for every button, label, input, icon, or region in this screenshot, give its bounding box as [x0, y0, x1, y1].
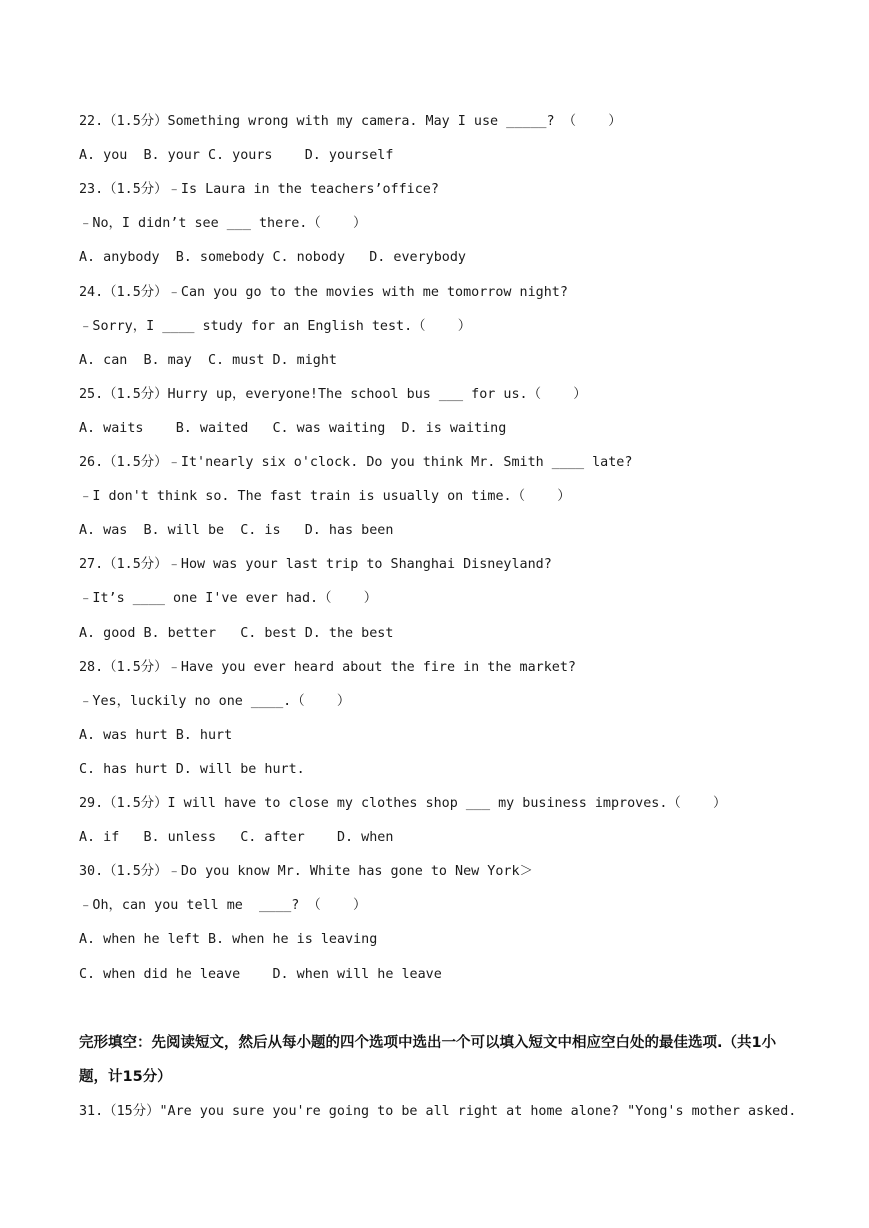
dialogue-line: ﹣I don't think so. The fast train is usually on time.（ ） — [79, 489, 571, 504]
cloze-question-31: 31.（15分）"Are you sure you're going to be all right at home alone? "Yong's mother asked. — [79, 1104, 797, 1119]
question-stem: 26.（1.5分）﹣It'nearly six o'clock. Do you think Mr. Smith ____ late? — [79, 455, 633, 470]
answer-options: A. if B. unless C. after D. when — [79, 830, 394, 845]
question-stem: 24.（1.5分）﹣Can you go to the movies with me tomorrow night? — [79, 285, 568, 300]
answer-options: A. when he left B. when he is leaving — [79, 932, 378, 947]
question-stem: 27.（1.5分）﹣How was your last trip to Shanghai Disneyland? — [79, 557, 552, 572]
question-stem: 29.（1.5分）I will have to close my clothes shop ___ my business improves.（ ） — [79, 796, 727, 811]
answer-options: A. was B. will be C. is D. has been — [79, 523, 394, 538]
answer-options: A. anybody B. somebody C. nobody D. everybody — [79, 250, 466, 265]
question-stem: 25.（1.5分）Hurry up，everyone!The school bus ___ for us.（ ） — [79, 387, 587, 402]
answer-options: A. waits B. waited C. was waiting D. is waiting — [79, 421, 507, 436]
answer-options: C. when did he leave D. when will he leave — [79, 967, 442, 982]
question-stem: 23.（1.5分）﹣Is Laura in the teachers’office? — [79, 182, 439, 197]
answer-options: A. you B. your C. yours D. yourself — [79, 148, 394, 163]
question-stem: 30.（1.5分）﹣Do you know Mr. White has gone to New York＞ — [79, 864, 533, 879]
cloze-section-heading: 完形填空：先阅读短文，然后从每小题的四个选项中选出一个可以填入短文中相应空白处的最佳选项.（共1小题，计15分） — [79, 1035, 777, 1085]
question-stem: 28.（1.5分）﹣Have you ever heard about the fire in the market? — [79, 660, 576, 675]
dialogue-line: ﹣Oh，can you tell me ____? （ ） — [79, 898, 367, 913]
dialogue-line: ﹣Yes，luckily no one ____.（ ） — [79, 694, 351, 709]
dialogue-line: ﹣It’s ____ one I've ever had.（ ） — [79, 591, 378, 606]
dialogue-line: ﹣Sorry，I ____ study for an English test.（ ） — [79, 319, 472, 334]
answer-options: A. good B. better C. best D. the best — [79, 626, 394, 641]
dialogue-line: ﹣No，I didn’t see ___ there.（ ） — [79, 216, 367, 231]
answer-options: A. was hurt B. hurt — [79, 728, 233, 743]
question-stem: 22.（1.5分）Something wrong with my camera. May I use _____? （ ） — [79, 114, 622, 129]
answer-options: C. has hurt D. will be hurt. — [79, 762, 305, 777]
answer-options: A. can B. may C. must D. might — [79, 353, 337, 368]
